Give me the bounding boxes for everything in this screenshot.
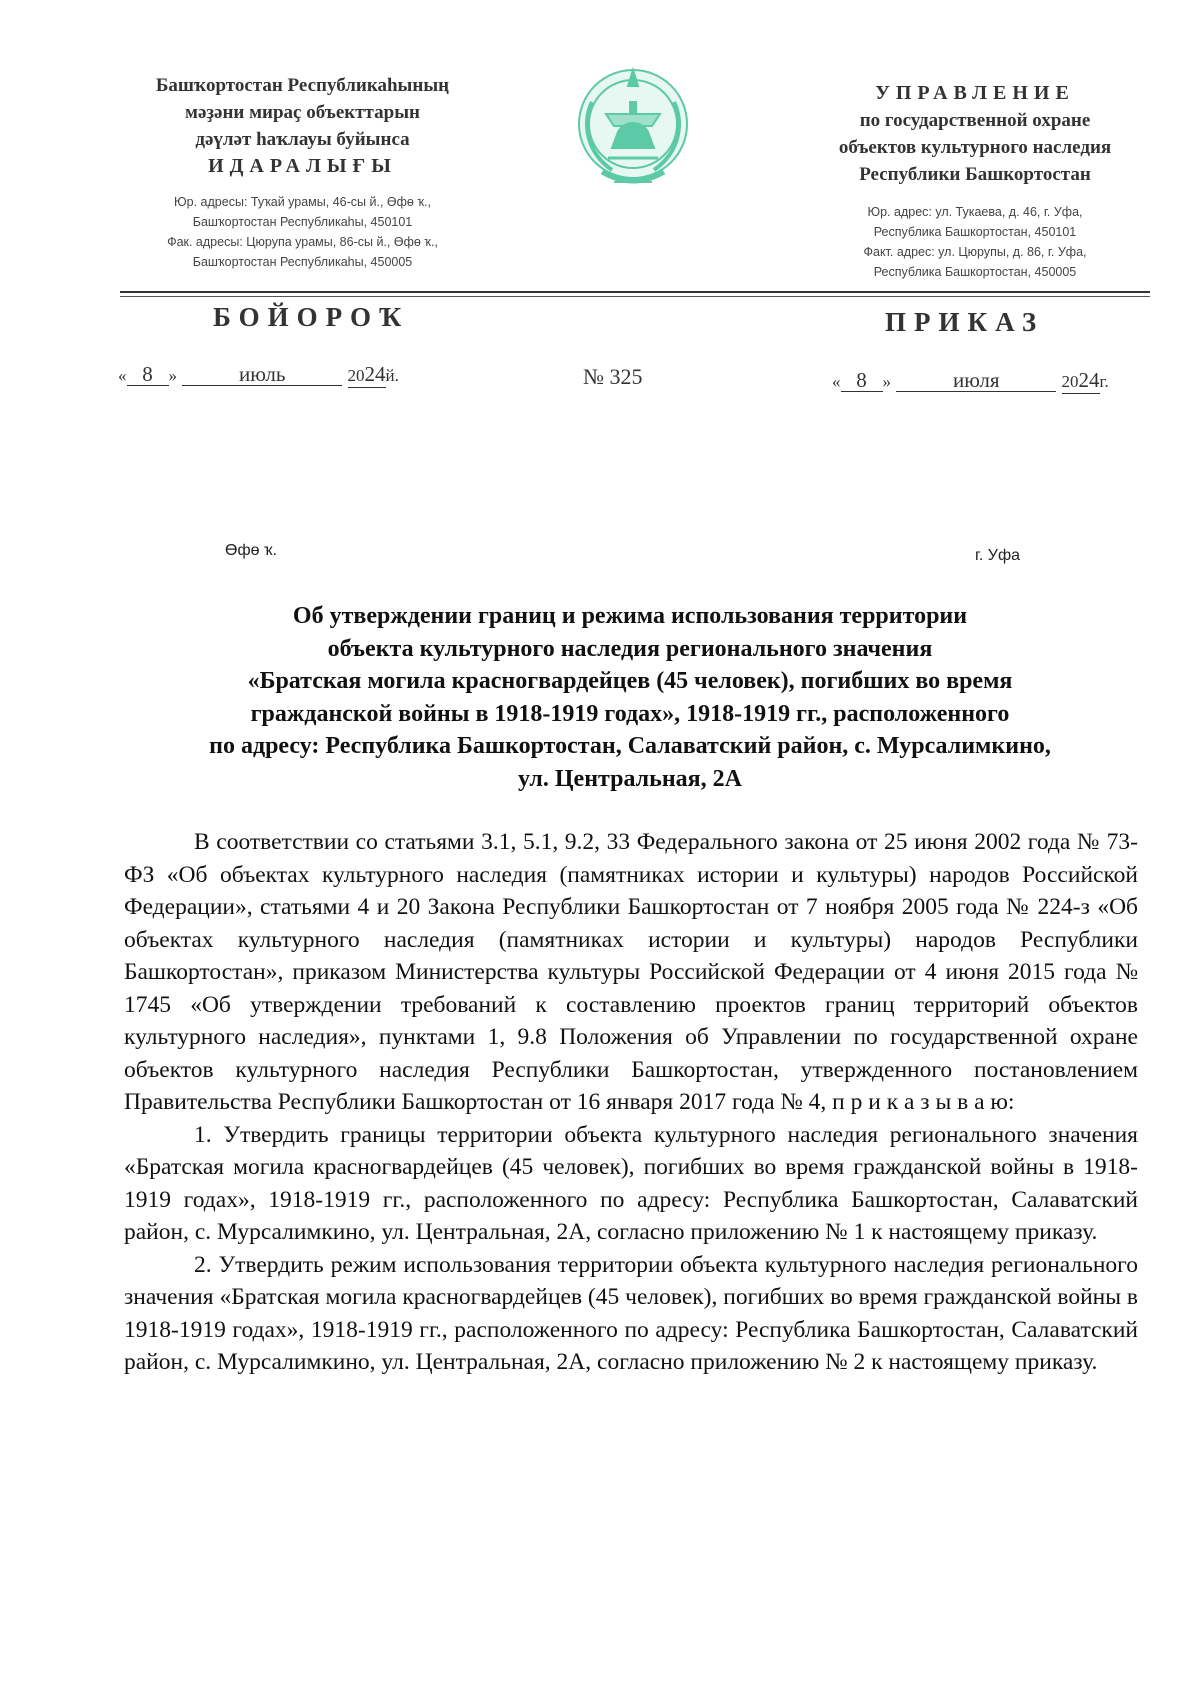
org-caps: ИДАРАЛЫҒЫ [208, 155, 397, 177]
address-line: Башҡортостан Республикаһы, 450005 [192, 255, 413, 269]
header-divider-thin [120, 296, 1150, 297]
document-title [125, 600, 1135, 795]
quote-close: » [168, 366, 177, 385]
title-line: гражданской войны в 1918-1919 годах», 1918-1919 гг., расположенного [250, 700, 1010, 727]
address-line: Фак. адресы: Цюрупа урамы, 86-сы й., Өфө ҡ., [167, 235, 438, 249]
org-line: дәүләт һаҡлауы буйынса [195, 129, 410, 150]
org-line: Башҡортостан Республикаһының [155, 75, 450, 96]
date-year [348, 363, 386, 388]
year-suffix: 24 [364, 362, 386, 386]
address-line: Башҡортостан Республикаһы, 450101 [192, 215, 413, 229]
org-line: по государственной охране [859, 110, 1091, 131]
title-line: ул. Центральная, 2А [518, 765, 742, 792]
quote-open: « [118, 366, 127, 385]
address-line: Юр. адрес: ул. Тукаева, д. 46, г. Уфа, [867, 205, 1083, 219]
year-mark: й. [385, 366, 399, 385]
org-line: мәҙәни мираҫ объекттарын [185, 102, 420, 123]
date-bashkir [118, 362, 399, 388]
org-line: объектов культурного наследия [838, 137, 1112, 158]
preamble-paragraph: В соответствии со статьями 3.1, 5.1, 9.2, 33 Федерального закона от 25 июня 2002 года № 73-ФЗ «Об объектах культурного наследия (памятниках истории и культуры) народов Российской Федерации», статьями 4 и 20 Закона Республики Башкортостан от 7 ноября 2005 года № 224-з «Об объектах культурного наследия (памятниках истории и культуры) народов Республики Башкортостан», приказом Министерства культуры Российской Федерации от 4 июня 2015 года № 1745 «Об утверждении требований к составлению проектов границ территорий объектов культурного наследия», пунктами 1, 9.8 Положения об Управлении по государственной охране объектов культурного наследия Республики Башкортостан, утвержденного постановлением Правительства Республики Башкортостан от 16 января 2017 года № 4, п р и к а з ы в а ю: [124, 829, 1138, 1115]
address-line: Республика Башкортостан, 450005 [873, 265, 1077, 279]
year-mark: г. [1099, 372, 1109, 391]
org-address [110, 192, 495, 272]
date-day: 8 [841, 369, 883, 392]
title-line: Об утверждении границ и режима использования территории [292, 603, 968, 629]
header-right-org [790, 80, 1160, 282]
clause-1-paragraph: 1. Утвердить границы территории объекта культурного наследия регионального значения «Братская могила красногвардейцев (45 человек), погибших во время гражданской войны в 1918-1919 годах», 1918-1919 гг., расположенного по адресу: Республика Башкортостан, Салаватский район, с. Мурсалимкино, ул. Центральная, 2А, согласно приложению № 1 к настоящему приказу. [124, 1121, 1138, 1245]
org-line: Республики Башкортостан [859, 164, 1091, 185]
date-russian [832, 368, 1109, 394]
header-left-org [110, 72, 495, 272]
org-address [790, 202, 1160, 282]
title-line: по адресу: Республика Башкортостан, Салаватский район, с. Мурсалимкино, [209, 733, 1051, 759]
city-russian: г. Уфа [975, 547, 1020, 564]
quote-close: » [882, 372, 891, 391]
order-number: № 325 [583, 364, 643, 389]
quote-open: « [832, 372, 841, 391]
address-line: Факт. адрес: ул. Цюрупы, д. 86, г. Уфа, [863, 245, 1087, 259]
document-body [124, 826, 1138, 1379]
bashkortostan-emblem-icon [572, 62, 694, 200]
title-line: «Братская могила красногвардейцев (45 человек), погибших во время [247, 668, 1013, 694]
header-divider-thick [120, 291, 1150, 293]
org-caps: УПРАВЛЕНИЕ [875, 82, 1075, 104]
address-line: Республика Башкортостан, 450101 [873, 225, 1077, 239]
title-line: объекта культурного наследия регионального значения [327, 635, 933, 662]
year-suffix: 24 [1078, 368, 1100, 392]
date-month: июля [896, 369, 1056, 392]
address-line: Юр. адресы: Туҡай урамы, 46-сы й., Өфө ҡ., [174, 195, 431, 209]
doc-type-bashkir: БОЙОРОҠ [213, 302, 410, 332]
date-month: июль [182, 363, 342, 386]
clause-2-paragraph: 2. Утвердить режим использования территории объекта культурного наследия регионального значения «Братская могила красногвардейцев (45 человек), погибших во время гражданской войны в 1918-1919 годах», 1918-1919 гг., расположенного по адресу: Республика Башкортостан, Салаватский район, с. Мурсалимкино, ул. Центральная, 2А, согласно приложению № 2 к настоящему приказу. [124, 1251, 1138, 1375]
date-year [1062, 369, 1100, 394]
date-day: 8 [127, 363, 169, 386]
city-bashkir: Өфө ҡ. [225, 542, 277, 559]
doc-type-russian: ПРИКАЗ [885, 307, 1045, 337]
year-prefix: 20 [1061, 372, 1079, 391]
year-prefix: 20 [347, 366, 365, 385]
